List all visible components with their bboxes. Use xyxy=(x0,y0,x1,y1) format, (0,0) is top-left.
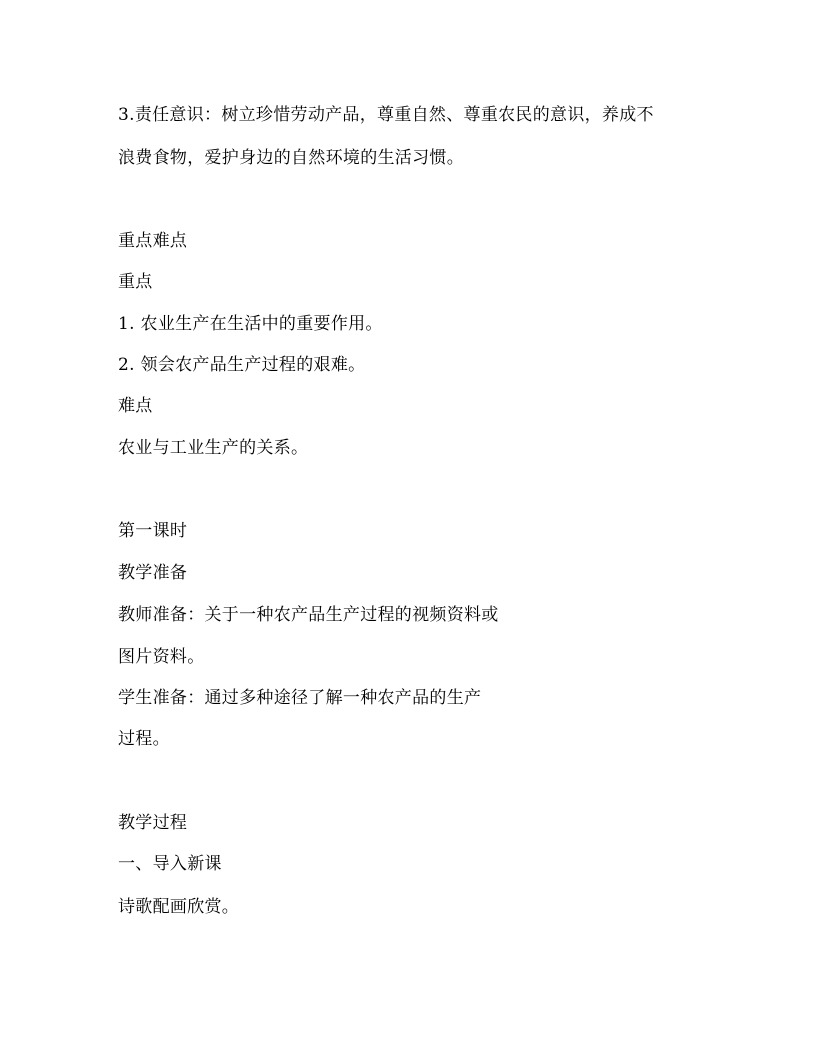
student-preparation-line-1: 学生准备：通过多种途径了解一种农产品的生产 xyxy=(118,688,482,708)
key-point-item-1: 1. 农业生产在生活中的重要作用。 xyxy=(118,314,383,334)
preparation-heading: 教学准备 xyxy=(118,563,188,583)
key-difficult-heading: 重点难点 xyxy=(118,231,188,251)
lesson-title: 第一课时 xyxy=(118,521,188,541)
teacher-preparation-line-2: 图片资料。 xyxy=(118,647,205,667)
section-1-heading: 一、导入新课 xyxy=(118,854,222,874)
responsibility-line-1: 3.责任意识：树立珍惜劳动产品，尊重自然、尊重农民的意识，养成不 xyxy=(118,105,654,125)
student-preparation-line-2: 过程。 xyxy=(118,729,170,749)
teacher-preparation-line-1: 教师准备：关于一种农产品生产过程的视频资料或 xyxy=(118,605,499,625)
responsibility-line-2: 浪费食物，爱护身边的自然环境的生活习惯。 xyxy=(118,148,464,168)
difficult-points-heading: 难点 xyxy=(118,396,153,416)
section-1-text: 诗歌配画欣赏。 xyxy=(118,897,240,917)
process-heading: 教学过程 xyxy=(118,813,188,833)
difficult-points-text: 农业与工业生产的关系。 xyxy=(118,438,309,458)
key-points-heading: 重点 xyxy=(118,272,153,292)
key-point-item-2: 2. 领会农产品生产过程的艰难。 xyxy=(118,355,366,375)
